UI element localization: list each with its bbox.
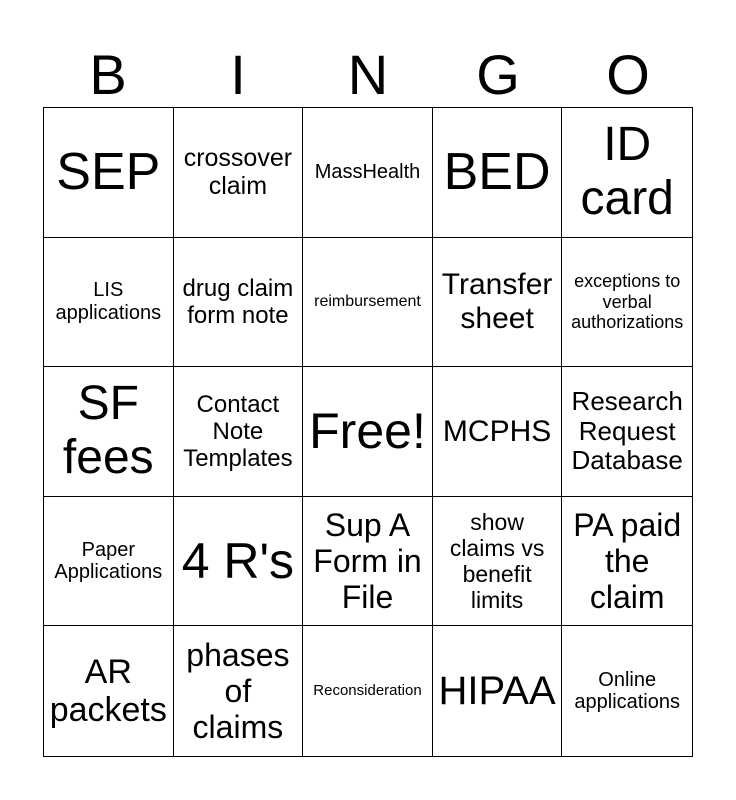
- bingo-cell-text: show claims vs benefit limits: [449, 509, 545, 614]
- bingo-cell-text: crossover claim: [183, 144, 293, 201]
- bingo-cell-text: SEP: [56, 142, 161, 201]
- bingo-cell-text: SF fees: [62, 377, 154, 485]
- bingo-cell[interactable]: [433, 238, 563, 368]
- bingo-cell[interactable]: [303, 497, 433, 627]
- bingo-cell[interactable]: [562, 497, 692, 627]
- bingo-cell[interactable]: [174, 367, 304, 497]
- bingo-cell[interactable]: [174, 497, 304, 627]
- bingo-cell-text: reimbursement: [314, 292, 421, 310]
- bingo-cell[interactable]: [562, 108, 692, 238]
- bingo-cell[interactable]: [303, 108, 433, 238]
- bingo-cell-text: exceptions to verbal authorizations: [571, 271, 684, 333]
- bingo-cell[interactable]: [44, 367, 174, 497]
- bingo-cell[interactable]: [44, 238, 174, 368]
- bingo-cell[interactable]: [44, 626, 174, 756]
- bingo-cell-text: HIPAA: [438, 668, 556, 713]
- bingo-cell[interactable]: [303, 238, 433, 368]
- bingo-cell[interactable]: [562, 626, 692, 756]
- header-letter-g: G: [476, 43, 520, 106]
- bingo-cell[interactable]: [44, 497, 174, 627]
- bingo-cell-text: Contact Note Templates: [183, 390, 293, 473]
- bingo-cell-text: Reconsideration: [313, 681, 422, 699]
- header-letter-i: I: [230, 43, 246, 106]
- bingo-cell-text: Sup A Form in File: [313, 506, 422, 616]
- header-letter-n: N: [347, 43, 389, 106]
- header-letter-o: O: [606, 43, 650, 106]
- bingo-cell-text: ID card: [580, 118, 674, 226]
- bingo-cell[interactable]: [303, 626, 433, 756]
- bingo-board: [43, 107, 693, 757]
- bingo-cell-text: phases of claims: [186, 636, 290, 746]
- bingo-cell[interactable]: [433, 367, 563, 497]
- bingo-cell[interactable]: [44, 108, 174, 238]
- bingo-cell[interactable]: [562, 238, 692, 368]
- header-letter-b: B: [89, 43, 127, 106]
- bingo-cell-text: Transfer sheet: [441, 268, 553, 335]
- bingo-cell-text: Research Request Database: [571, 386, 683, 476]
- bingo-cell-text: MassHealth: [314, 161, 421, 183]
- bingo-cell-text: AR packets: [49, 652, 167, 730]
- bingo-cell[interactable]: [174, 238, 304, 368]
- bingo-cell-text: drug claim form note: [182, 274, 294, 329]
- bingo-cell[interactable]: [174, 108, 304, 238]
- bingo-cell-text: Paper Applications: [54, 538, 163, 584]
- bingo-cell-text: BED: [443, 142, 551, 201]
- bingo-cell-text: LIS applications: [55, 279, 162, 324]
- bingo-cell-text: PA paid the claim: [573, 506, 682, 616]
- bingo-cell-text: MCPHS: [442, 414, 552, 448]
- bingo-cell[interactable]: [562, 367, 692, 497]
- bingo-cell[interactable]: [433, 497, 563, 627]
- bingo-header: [43, 44, 693, 106]
- bingo-cell[interactable]: [303, 367, 433, 497]
- bingo-cell[interactable]: [433, 108, 563, 238]
- bingo-cell-text: Free!: [309, 403, 426, 460]
- bingo-cell[interactable]: [174, 626, 304, 756]
- bingo-cell-text: 4 R's: [181, 532, 295, 589]
- bingo-cell-text: Online applications: [574, 668, 680, 714]
- bingo-cell[interactable]: [433, 626, 563, 756]
